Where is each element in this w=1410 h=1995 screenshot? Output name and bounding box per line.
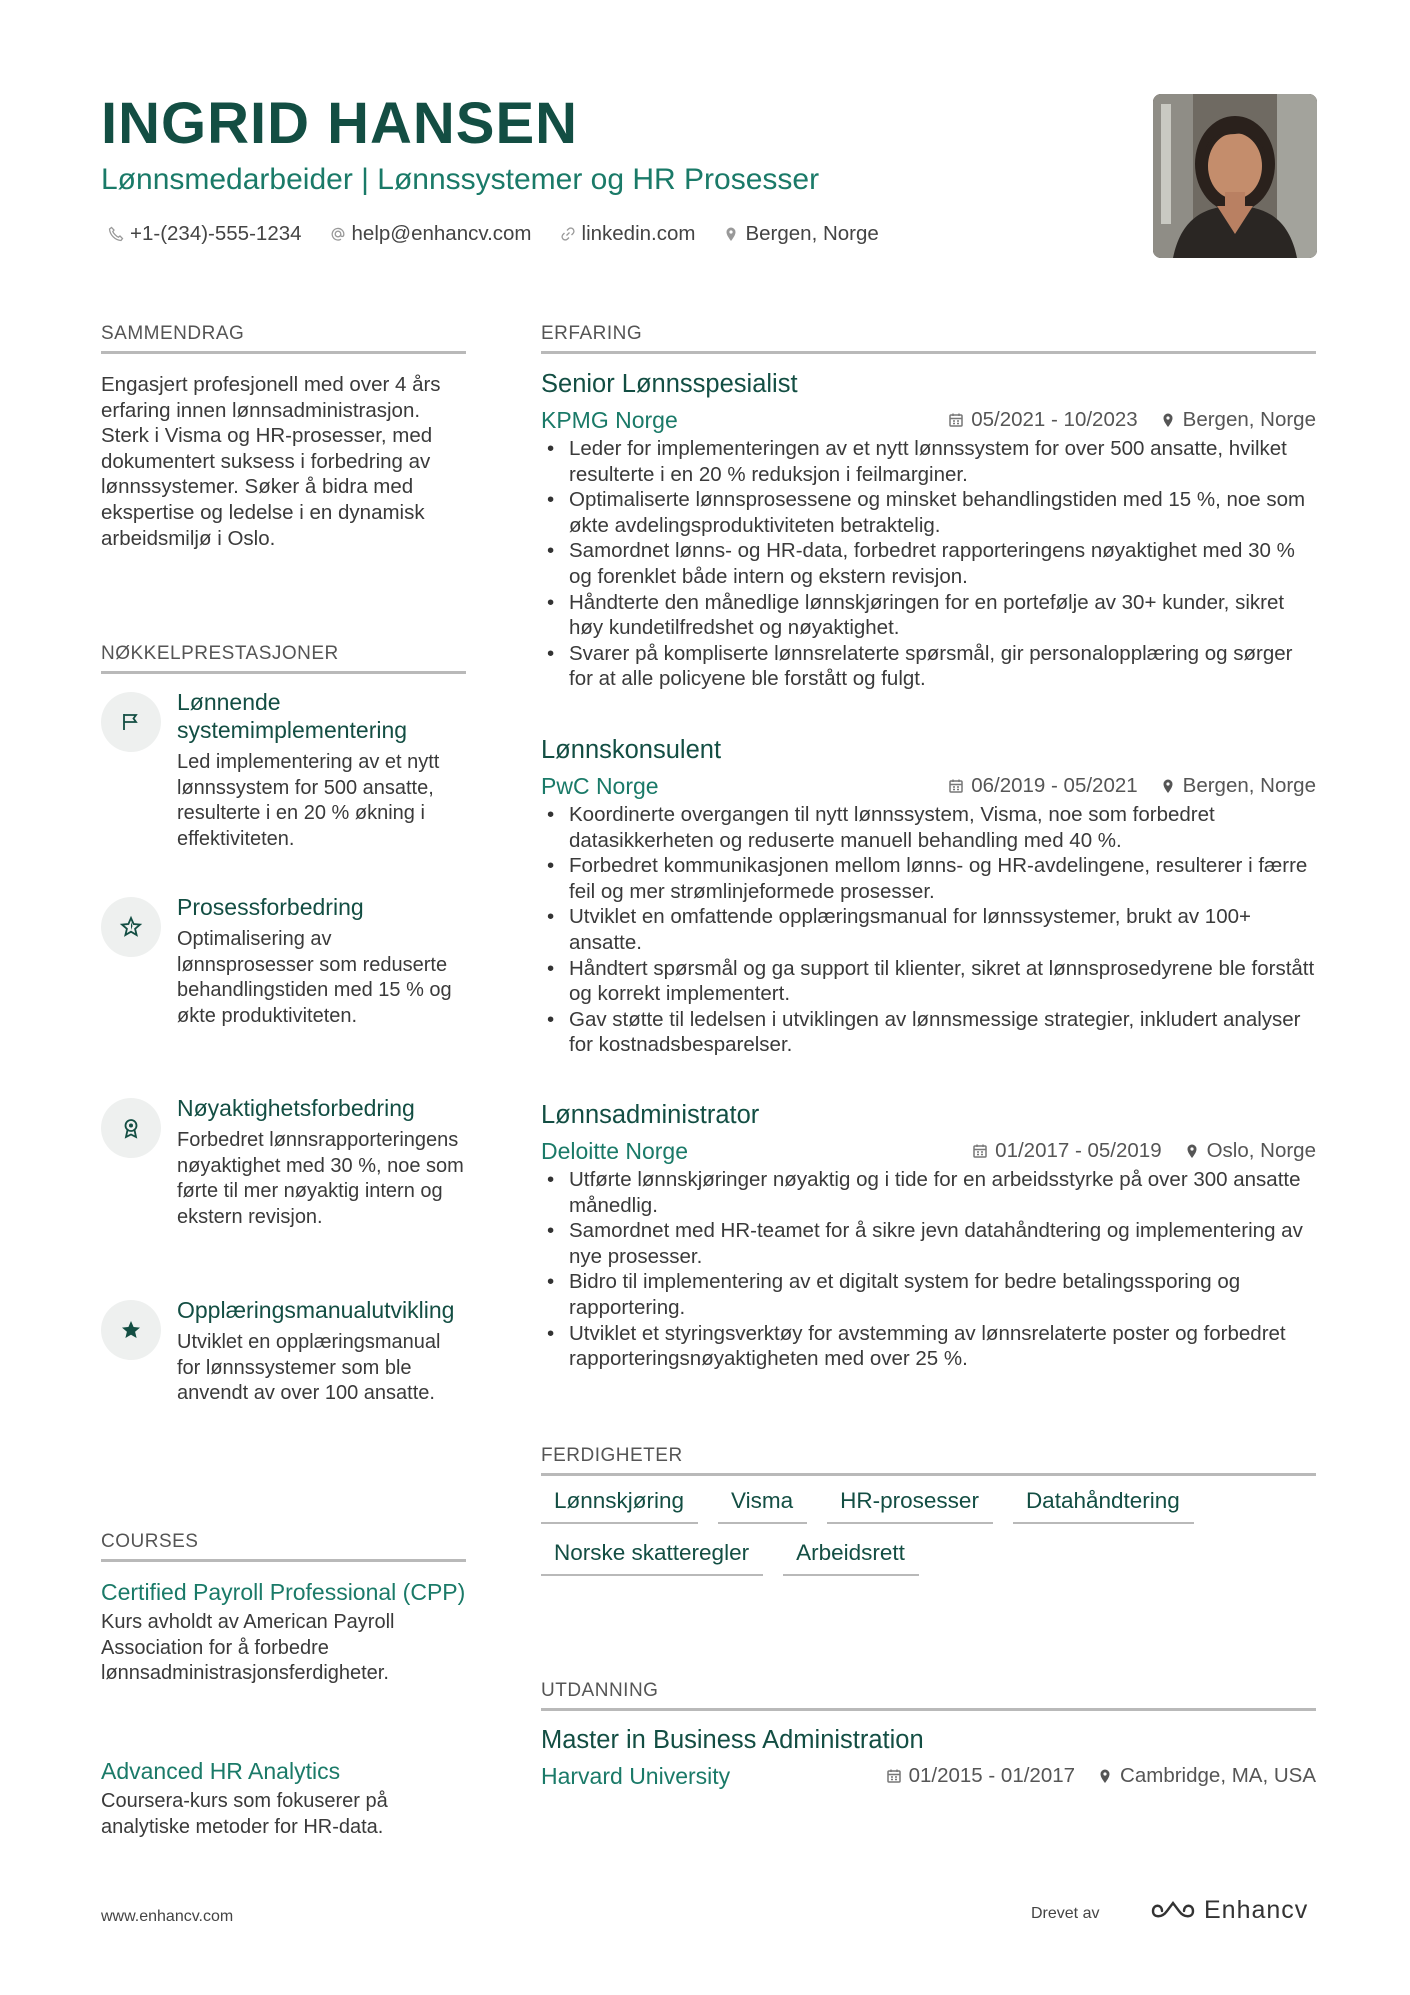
job-entry	[541, 368, 1316, 692]
list-item: • Utviklet en omfattende opplæringsmanual for lønnssystemer, brukt av 100+ ansatte.	[541, 904, 1316, 955]
job-location: Oslo, Norge	[1206, 1139, 1316, 1162]
job-entry	[541, 1099, 1316, 1372]
education-school: Harvard University	[541, 1763, 731, 1789]
job-location: Bergen, Norge	[1182, 774, 1316, 797]
enhancv-logo[interactable]	[1150, 1896, 1308, 1925]
calendar-icon	[948, 412, 964, 428]
list-item: • Utviklet et styringsverktøy for avstemming av lønnsrelaterte poster og forbedret rapporteringsnøyaktigheten med over 25 %.	[541, 1321, 1316, 1372]
achievements-heading: NØKKELPRESTASJONER	[101, 642, 466, 674]
location-icon	[1160, 412, 1176, 428]
job-company: KPMG Norge	[541, 407, 678, 433]
course-desc: Kurs avholdt av American Payroll Association for å forbedre lønnsadministrasjonsferdigheter.	[101, 1611, 395, 1685]
summary-text: Engasjert profesjonell med over 4 års erfaring innen lønnsadministrasjon. Sterk i Visma og HR-prosesser, med dokumentert suksess i forbedring av lønnssystemer. Søker å bidra med ekspertise og ledelse i en dynamisk arbeidsmiljø i Oslo.	[101, 373, 441, 550]
job-bullets	[541, 1167, 1316, 1372]
phone-icon	[108, 226, 124, 242]
job-company: Deloitte Norge	[541, 1138, 689, 1164]
contact-location-text: Bergen, Norge	[745, 222, 879, 245]
education-heading: UTDANNING	[541, 1679, 1316, 1711]
profile-photo	[1153, 94, 1317, 258]
location-icon	[1160, 778, 1176, 794]
contact-email-text: help@enhancv.com	[351, 222, 532, 245]
achievement-desc: Forbedret lønnsrapporteringens nøyaktighet med 30 %, noe som førte til mer nøyaktig intern og ekstern revisjon.	[177, 1129, 464, 1228]
course-title: Certified Payroll Professional (CPP)	[101, 1579, 466, 1605]
candidate-name: INGRID HANSEN	[101, 91, 579, 156]
course-title: Advanced HR Analytics	[101, 1758, 341, 1784]
at-icon	[330, 226, 346, 242]
skills-heading: FERDIGHETER	[541, 1444, 1316, 1476]
achievement-title: Lønnende systemimplementering	[177, 689, 408, 743]
achievement-desc: Utviklet en opplæringsmanual for lønnssystemer som ble anvendt av over 100 ansatte.	[177, 1331, 441, 1405]
contact-linkedin-text: linkedin.com	[581, 222, 696, 245]
calendar-icon	[972, 1143, 988, 1159]
job-bullets	[541, 802, 1316, 1058]
achievement-title: Opplæringsmanualutvikling	[177, 1297, 455, 1323]
list-item: • Forbedret kommunikasjonen mellom lønns- og HR-avdelingene, resulterer i færre feil og mer strømlinjeformede prosesser.	[541, 853, 1316, 904]
star-outline-icon	[119, 915, 143, 939]
contact-linkedin[interactable]	[560, 220, 696, 248]
calendar-icon	[886, 1768, 902, 1784]
link-icon	[560, 226, 576, 242]
job-title: Lønnsadministrator	[541, 1101, 760, 1129]
skills-list	[541, 1486, 1316, 1576]
skill-tag: Visma	[718, 1486, 807, 1524]
course-item	[101, 1578, 466, 1687]
achievement-title: Prosessforbedring	[177, 894, 364, 920]
job-title: Lønnskonsulent	[541, 736, 722, 764]
location-icon	[723, 226, 739, 242]
contact-location	[723, 220, 878, 248]
job-dates: 06/2019 - 05/2021	[971, 774, 1138, 797]
list-item: • Håndterte den månedlige lønnskjøringen for en portefølje av 30+ kunder, sikret høy kundetilfredshet og nøyaktighet.	[541, 590, 1316, 641]
job-entry	[541, 734, 1316, 1058]
list-item: • Samordnet lønns- og HR-data, forbedret rapporteringens nøyaktighet med 30 % og forenklet både intern og ekstern revisjon.	[541, 538, 1316, 589]
contact-phone[interactable]	[108, 220, 302, 248]
job-title: Senior Lønnsspesialist	[541, 370, 798, 398]
skill-tag: Arbeidsrett	[783, 1538, 919, 1576]
job-dates: 01/2017 - 05/2019	[995, 1139, 1162, 1162]
skill-tag: Lønnskjøring	[541, 1486, 698, 1524]
footer-powered-by: Drevet av	[1031, 1905, 1100, 1922]
list-item: • Gav støtte til ledelsen i utviklingen av lønnsmessige strategier, inkludert analyser for kostnadsbesparelser.	[541, 1007, 1316, 1058]
education-entry	[541, 1724, 1316, 1792]
candidate-title: Lønnsmedarbeider | Lønnssystemer og HR Prosesser	[101, 163, 820, 196]
job-bullets	[541, 436, 1316, 692]
list-item: • Utførte lønnskjøringer nøyaktig og i tide for en arbeidsstyrke på over 300 ansatte månedlig.	[541, 1167, 1316, 1218]
list-item: • Bidro til implementering av et digitalt system for bedre betalingssporing og rapportering.	[541, 1269, 1316, 1320]
achievement-title: Nøyaktighetsforbedring	[177, 1095, 415, 1121]
flag-icon	[119, 710, 143, 734]
footer-url[interactable]: www.enhancv.com	[101, 1908, 234, 1925]
course-desc: Coursera-kurs som fokuserer på analytiske metoder for HR-data.	[101, 1790, 388, 1838]
contact-email[interactable]	[330, 220, 532, 248]
education-degree: Master in Business Administration	[541, 1726, 924, 1754]
calendar-icon	[948, 778, 964, 794]
skill-tag: Norske skatteregler	[541, 1538, 763, 1576]
summary-heading: SAMMENDRAG	[101, 322, 466, 354]
experience-heading: ERFARING	[541, 322, 1316, 354]
achievement-desc: Optimalisering av lønnsprosesser som reduserte behandlingstiden med 15 % og økte produktiviteten.	[177, 928, 452, 1027]
job-company: PwC Norge	[541, 773, 659, 799]
list-item: • Svarer på kompliserte lønnsrelaterte spørsmål, gir personalopplæring og sørger for at alle policyene ble forstått og fulgt.	[541, 641, 1316, 692]
list-item: • Leder for implementeringen av et nytt lønnssystem for over 500 ansatte, hvilket resulterte i en 20 % reduksjon i feilmarginer.	[541, 436, 1316, 487]
job-location: Bergen, Norge	[1182, 408, 1316, 431]
contact-phone-text: +1-(234)-555-1234	[130, 222, 302, 245]
courses-heading: COURSES	[101, 1530, 466, 1562]
education-dates: 01/2015 - 01/2017	[908, 1764, 1076, 1787]
course-item	[101, 1757, 466, 1840]
list-item: • Optimaliserte lønnsprosessene og minsket behandlingstiden med 15 %, noe som økte avdelingsproduktiviteten betraktelig.	[541, 487, 1316, 538]
location-icon	[1097, 1768, 1113, 1784]
achievement-desc: Led implementering av et nytt lønnssystem for 500 ansatte, resulterte i en 20 % økning i effektiviteten.	[177, 751, 440, 850]
list-item: • Håndtert spørsmål og ga support til klienter, sikret at lønnsprosedyrene ble forstått og korrekt implementert.	[541, 956, 1316, 1007]
list-item: • Koordinerte overgangen til nytt lønnssystem, Visma, noe som forbedret datasikkerheten og reduserte manuell behandling med 40 %.	[541, 802, 1316, 853]
job-dates: 05/2021 - 10/2023	[971, 408, 1138, 431]
star-icon	[119, 1318, 143, 1342]
skill-tag: HR-prosesser	[827, 1486, 993, 1524]
award-icon	[119, 1116, 143, 1140]
skill-tag: Datahåndtering	[1013, 1486, 1194, 1524]
location-icon	[1184, 1143, 1200, 1159]
contact-row	[108, 220, 879, 248]
education-location: Cambridge, MA, USA	[1120, 1764, 1316, 1787]
list-item: • Samordnet med HR-teamet for å sikre jevn datahåndtering og implementering av nye prosesser.	[541, 1218, 1316, 1269]
enhancv-logo-icon	[1150, 1899, 1196, 1923]
brand-name: Enhancv	[1204, 1896, 1309, 1924]
